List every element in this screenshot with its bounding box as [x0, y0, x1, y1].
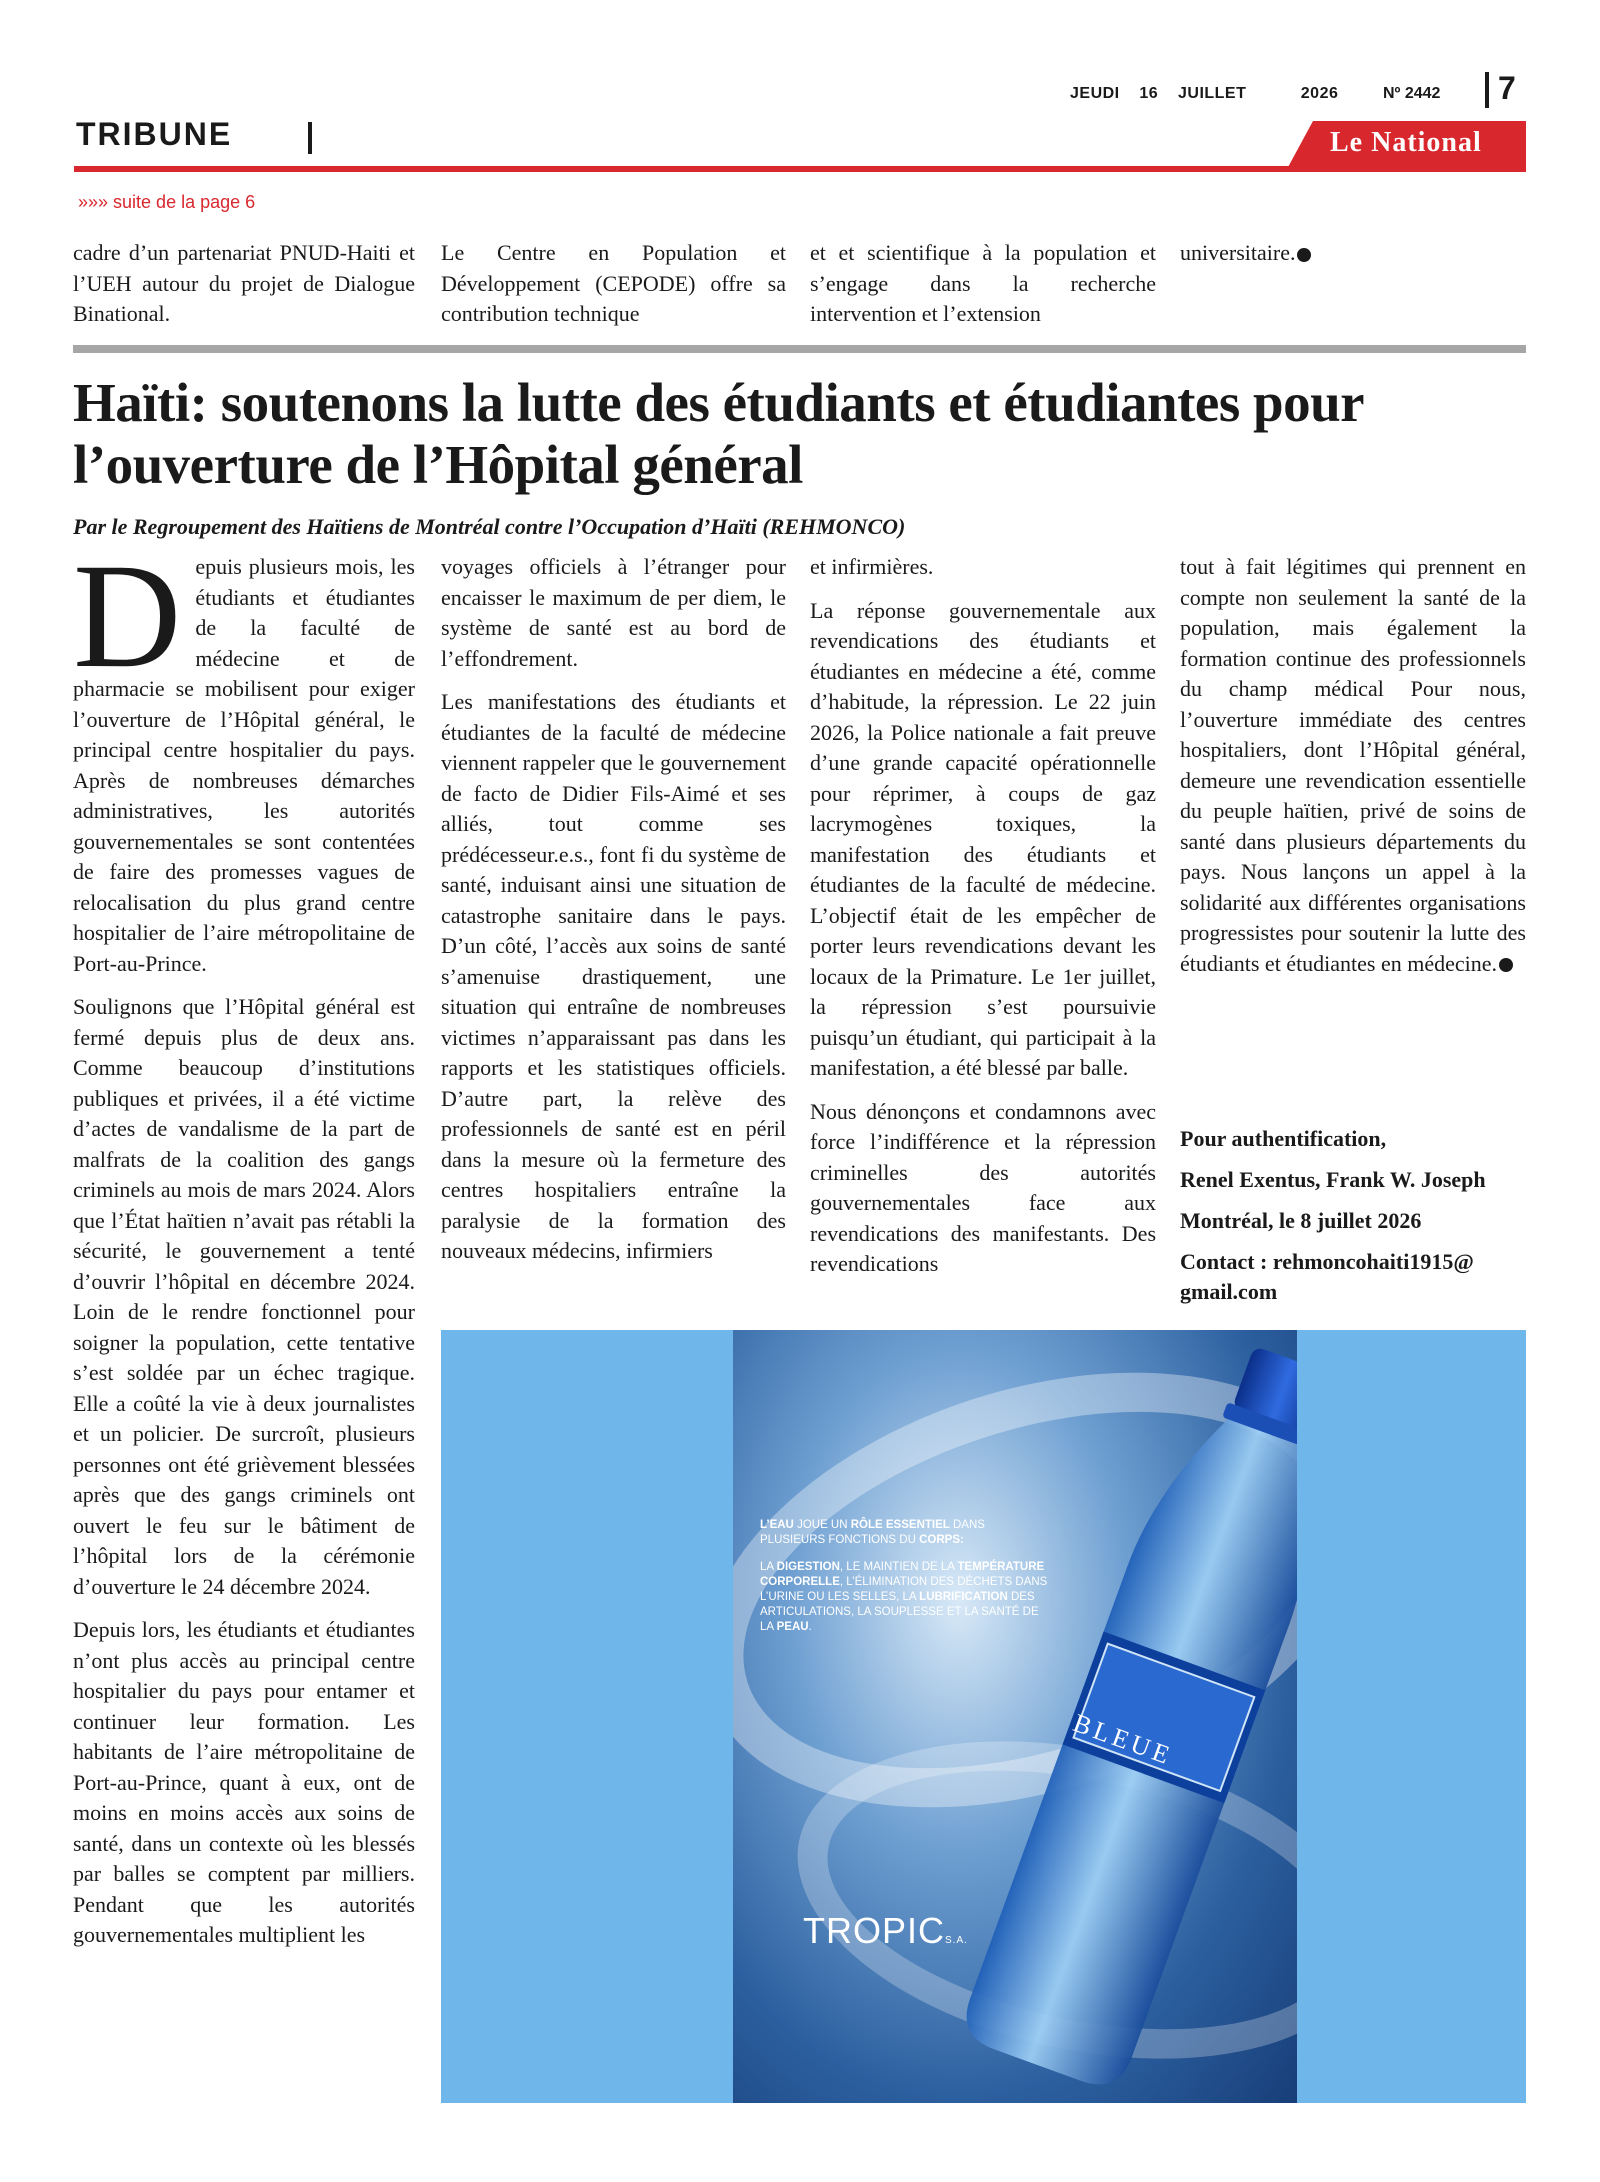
article-byline: Par le Regroupement des Haïtiens de Montréal contre l’Occupation d’Haïti (REHMONCO) [73, 514, 906, 539]
ad-copy-text: JOUE UN [793, 1519, 851, 1531]
paragraph: et infirmières. [810, 554, 934, 579]
signature-names: Renel Exentus, Frank W. Joseph [1180, 1167, 1486, 1192]
paragraph: La réponse gouvernementale aux revendications des étudiants et étudiantes en médecine a été, comme d’habitude, la répression. Le 22 juin 2026, la Police nationale a fait preuve d’une grande capacité opérationnelle pour réprimer, à coups de gaz lacrymogènes toxiques, la manifestation des étudiants et étudiantes de la faculté de médecine. L’objectif était de les empêcher de porter leurs revendications devant les locaux de la Primature. Le 1er juillet, la répression s’est poursuivie puisqu’un étudiant, qui participait à la manifestation, a été blessé par balle. [810, 597, 1156, 1080]
ad-image-panel [733, 1330, 1297, 2103]
signature-place-date: Montréal, le 8 juillet 2026 [1180, 1208, 1422, 1233]
article-col-3 [810, 552, 1156, 1329]
paragraph: voyages officiels à l’étranger pour encaisser le maximum de per diem, le système de santé est au bord de l’effondrement. [441, 554, 786, 671]
signature-contact: Contact : rehmoncohaiti1915@ gmail.com [1180, 1249, 1474, 1304]
article-col-4 [1180, 552, 1526, 992]
advertisement[interactable] [441, 1330, 1526, 2103]
end-mark-icon [1297, 248, 1311, 262]
paragraph: Depuis lors, les étudiants et étudiantes n’ont plus accès au principal centre hospitalier du pays pour entamer et continuer leur formation. Les habitants de l’aire métropolitaine de Port-au-Prince, quant à eux, ont de moins en moins accès aux soins de santé, dans un contexte où les blessés par balles se comptent par milliers. Pendant que les autorités gouvernementales multiplient les [73, 1617, 415, 1947]
article-headline: Haïti: soutenons la lutte des étudiants et étudiantes pour l’ouverture de l’Hôpital général [73, 372, 1364, 495]
header-divider [1485, 72, 1489, 108]
paragraph: Nous dénonçons et condamnons avec force l’indifférence et la répression criminelles des autorités gouvernementales face aux revendications des manifestants. Des revendications [810, 1098, 1156, 1276]
previous-article-col-1 [73, 238, 415, 330]
paragraph [73, 533, 415, 979]
issue-number: Nº 2442 [1383, 85, 1441, 102]
ad-copy-text: . [808, 1621, 812, 1633]
paragraph-text: universitaire. [1180, 240, 1296, 265]
paragraph-text: epuis plusieurs mois, les étudiants et étudiantes de la faculté de médecine et de pharmacie se mobilisent pour exiger l’ouverture de l’Hôpital général, le principal centre hospitalier du pays. Après de nombreuses démarches administratives, les autorités gouvernementales se sont contentées de faire des promesses vagues de relocalisation du plus grand centre hospitalier de l’aire métropolitaine de Port-au-Prince. [73, 554, 415, 976]
paragraph-text: tout à fait légitimes qui prennent en compte non seulement la santé de la population, mais également la formation continue des professionnels du champ médical Pour nous, l’ouverture immédiate des centres hospitaliers, dont l’Hôpital général, demeure une revendication essentielle du peuple haïtien, privé de soins de santé dans plusieurs départements du pays. Nous lançons un appel à la solidarité aux différentes organisations progressistes pour soutenir la lutte des étudiants et étudiantes en médecine. [1180, 554, 1526, 976]
ad-copy-bold: LUBRIFICATION [919, 1591, 1008, 1603]
article-divider [73, 345, 1526, 353]
paragraph [1180, 552, 1526, 979]
issue-date-number: 16 [1139, 85, 1159, 102]
ad-copy-text: DANS PLUSIEURS FONCTIONS DU [760, 1519, 985, 1546]
continued-from-link[interactable]: »»» suite de la page 6 [78, 192, 256, 212]
drop-cap: D [73, 533, 182, 699]
paragraph: Le Centre en Population et Développement (CEPODE) offre sa contribution technique [441, 240, 786, 326]
ad-logo-text: TROPIC [803, 1910, 946, 1951]
article-col-2 [441, 552, 786, 1280]
ad-copy-text: DES ARTICULATIONS, LA SOUPLESSE ET LA SANTÉ DE LA [760, 1591, 1039, 1633]
ad-copy-body [760, 1561, 1047, 1633]
ad-copy-bold: CORPS: [919, 1534, 964, 1546]
previous-article-col-4 [1180, 238, 1526, 269]
paragraph: Les manifestations des étudiants et étudiantes de la faculté de médecine viennent rappeler que le gouvernement de facto de Didier Fils-Aimé et ses alliés, tout comme ses prédécesseur.e.s., font fi du système de santé, induisant ainsi une situation de catastrophe sanitaire dans le pays. D’un côté, l’accès aux soins de santé s’amenuise drastiquement, une situation qui entraîne de nombreuses victimes n’apparaissant pas dans les rapports et les statistiques officiels. D’autre part, la relève des professionnels de santé est en péril dans la mesure où la fermeture des centres hospitaliers entraîne la paralysie de la formation des nouveaux médecins, infirmiers [441, 689, 786, 1263]
paragraph: Soulignons que l’Hôpital général est fermé depuis plus de deux ans. Comme beaucoup d’institutions publiques et privées, il a été victime d’actes de vandalisme de la part de malfrats de la coalition des gangs criminels au mois de mars 2024. Alors que l’État haïtien n’avait pas rétabli la sécurité, le gouvernement a tenté d’ouvrir l’hôpital en décembre 2024. Loin de le rendre fonctionnel pour soigner la population, cette tentative s’est soldée par un échec tragique. Elle a coûté la vie à deux journalistes et un policier. De surcroît, plusieurs personnes ont été grièvement blessées après que des gangs criminels ont ouvert le feu sur le bâtiment de l’hôpital lors de la cérémonie d’ouverture le 24 décembre 2024. [73, 994, 415, 1599]
signature-line: Pour authentification, [1180, 1126, 1387, 1151]
ad-copy-text: , LE MAINTIEN DE LA [839, 1561, 958, 1573]
paragraph [1180, 238, 1526, 269]
ad-copy-bold: L’EAU [760, 1519, 794, 1531]
ad-copy-bold: RÔLE ESSENTIEL [850, 1519, 950, 1531]
page-number: 7 [1498, 70, 1516, 106]
paragraph: cadre d’un partenariat PNUD-Haiti et l’UEH autour du projet de Dialogue Binational. [73, 240, 415, 326]
ad-copy-text: LA [760, 1561, 777, 1573]
issue-month: JUILLET [1177, 85, 1247, 102]
paragraph: et et scientifique à la population et s’engage dans la recherche intervention et l’extension [810, 240, 1156, 326]
ad-copy-heading [760, 1518, 1050, 1548]
ad-copy-text: , L’ÉLIMINATION DES DÉCHETS DANS L’URINE OU LES SELLES, LA [760, 1576, 1048, 1603]
brand-name: Le National [1330, 127, 1482, 158]
signature-block [1180, 1118, 1526, 1307]
bottle-label: BLEUE [1069, 1708, 1177, 1771]
ad-copy-bold: DIGESTION [776, 1561, 840, 1573]
section-title: TRIBUNE [76, 116, 233, 152]
previous-article-col-3 [810, 238, 1156, 330]
ad-copy-bold: TEMPÉRATURE CORPORELLE [760, 1561, 1045, 1588]
issue-day: JEUDI [1070, 85, 1120, 102]
end-mark-icon [1499, 958, 1513, 972]
ad-copy [760, 1518, 1050, 1635]
ad-logo-suffix: S.A. [945, 1935, 968, 1946]
ad-brand-logo [803, 1910, 968, 1952]
issue-year: 2026 [1300, 85, 1339, 102]
section-divider [308, 122, 312, 154]
water-bottle-graphic [733, 1330, 1297, 2103]
article-col-1 [73, 533, 415, 1964]
issue-date [1070, 85, 1338, 103]
ad-copy-bold: PEAU [776, 1621, 809, 1633]
previous-article-col-2 [441, 238, 786, 330]
